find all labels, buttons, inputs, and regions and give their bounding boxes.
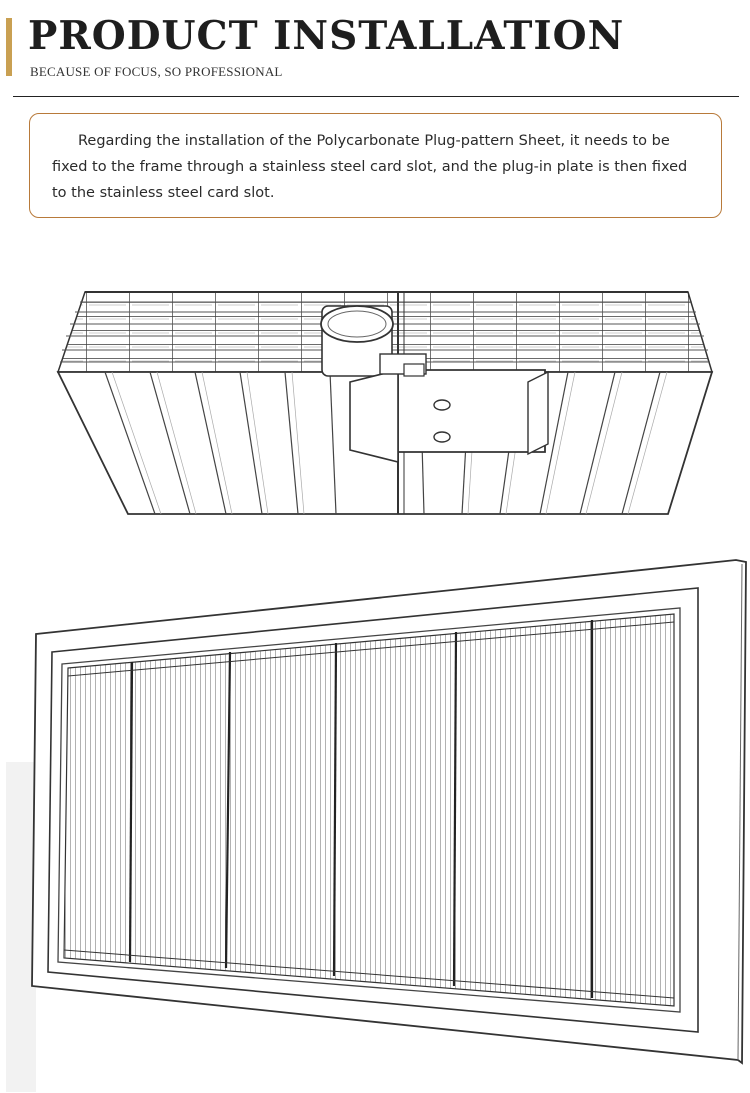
page-title: PRODUCT INSTALLATION	[28, 13, 625, 59]
page-header	[0, 0, 750, 100]
description-text: Regarding the installation of the Polycarbonate Plug-pattern Sheet, it needs to be fixed to the frame through a stainless steel card slot, and the plug-in plate is then fixed to the stainless steel card slot.	[52, 133, 688, 201]
framed-sheet-panel-icon	[0, 548, 750, 1093]
page-subtitle: BECAUSE OF FOCUS, SO PROFESSIONAL	[30, 64, 283, 79]
sheet-card-slot-cutaway-icon	[0, 232, 750, 532]
header-divider	[13, 96, 739, 97]
description-box	[29, 113, 722, 218]
accent-bar	[6, 18, 12, 76]
